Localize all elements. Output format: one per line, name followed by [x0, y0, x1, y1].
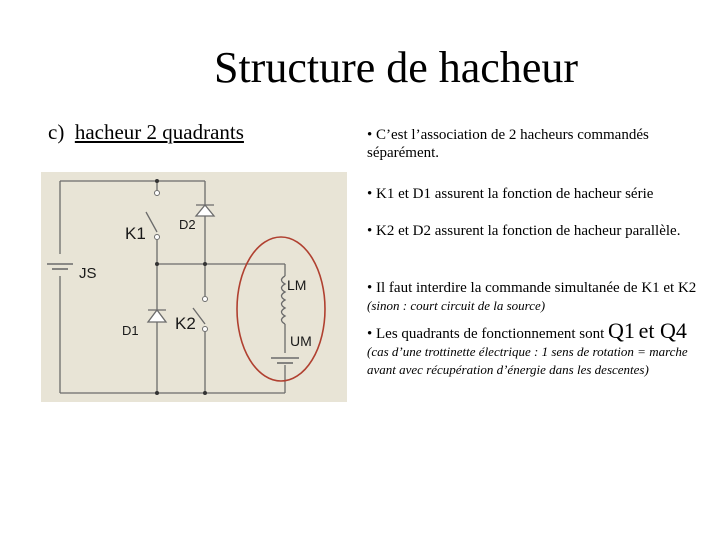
- subtitle-label: hacheur 2 quadrants: [74, 120, 244, 144]
- label-inductor: LM: [287, 277, 307, 293]
- quadrant-q1: Q1: [608, 318, 635, 343]
- switch-k1-contact-bottom: [155, 235, 160, 240]
- switch-k1-contact-top: [155, 191, 160, 196]
- subtitle-prefix: c): [48, 120, 65, 144]
- label-motor: UM: [290, 333, 312, 349]
- label-k2: K2: [175, 314, 196, 333]
- junction-middle-k1: [155, 262, 159, 266]
- bullet-association: • C’est l’association de 2 hacheurs commandés séparément.: [367, 127, 649, 161]
- label-source: JS: [79, 265, 97, 282]
- bullet-quadrants-note: (cas d’une trottinette électrique : 1 sens de rotation = marche avant avec récupération d’énergie dans les descentes): [367, 344, 688, 377]
- bullet-interdiction-note: (sinon : court circuit de la source): [367, 298, 546, 313]
- junction-middle-d2: [203, 262, 207, 266]
- junction-bottom-d1: [155, 391, 159, 395]
- bullet-quadrants-text: • Les quadrants de fonctionnement sont: [367, 326, 605, 342]
- label-d2: D2: [179, 217, 196, 232]
- chopper-circuit-diagram: [41, 172, 347, 402]
- bullet-interdiction-text: • Il faut interdire la commande simultanée de K1 et K2: [367, 280, 697, 296]
- label-k1: K1: [125, 224, 146, 243]
- junction-top-k1: [155, 179, 159, 183]
- bullet-quadrants: [367, 318, 707, 379]
- bullet-k2-d2: • K2 et D2 assurent la fonction de hacheur parallèle.: [367, 223, 681, 239]
- bullet-interdiction: [367, 279, 697, 315]
- junction-bottom-k2: [203, 391, 207, 395]
- slide-title: Structure de hacheur: [213, 43, 579, 92]
- switch-k2-contact-top: [203, 297, 208, 302]
- quadrant-q4: et Q4: [638, 318, 687, 343]
- label-d1: D1: [122, 323, 139, 338]
- switch-k2-contact-bottom: [203, 327, 208, 332]
- bullet-k1-d1: • K1 et D1 assurent la fonction de hacheur série: [367, 186, 654, 202]
- subtitle: [48, 118, 244, 146]
